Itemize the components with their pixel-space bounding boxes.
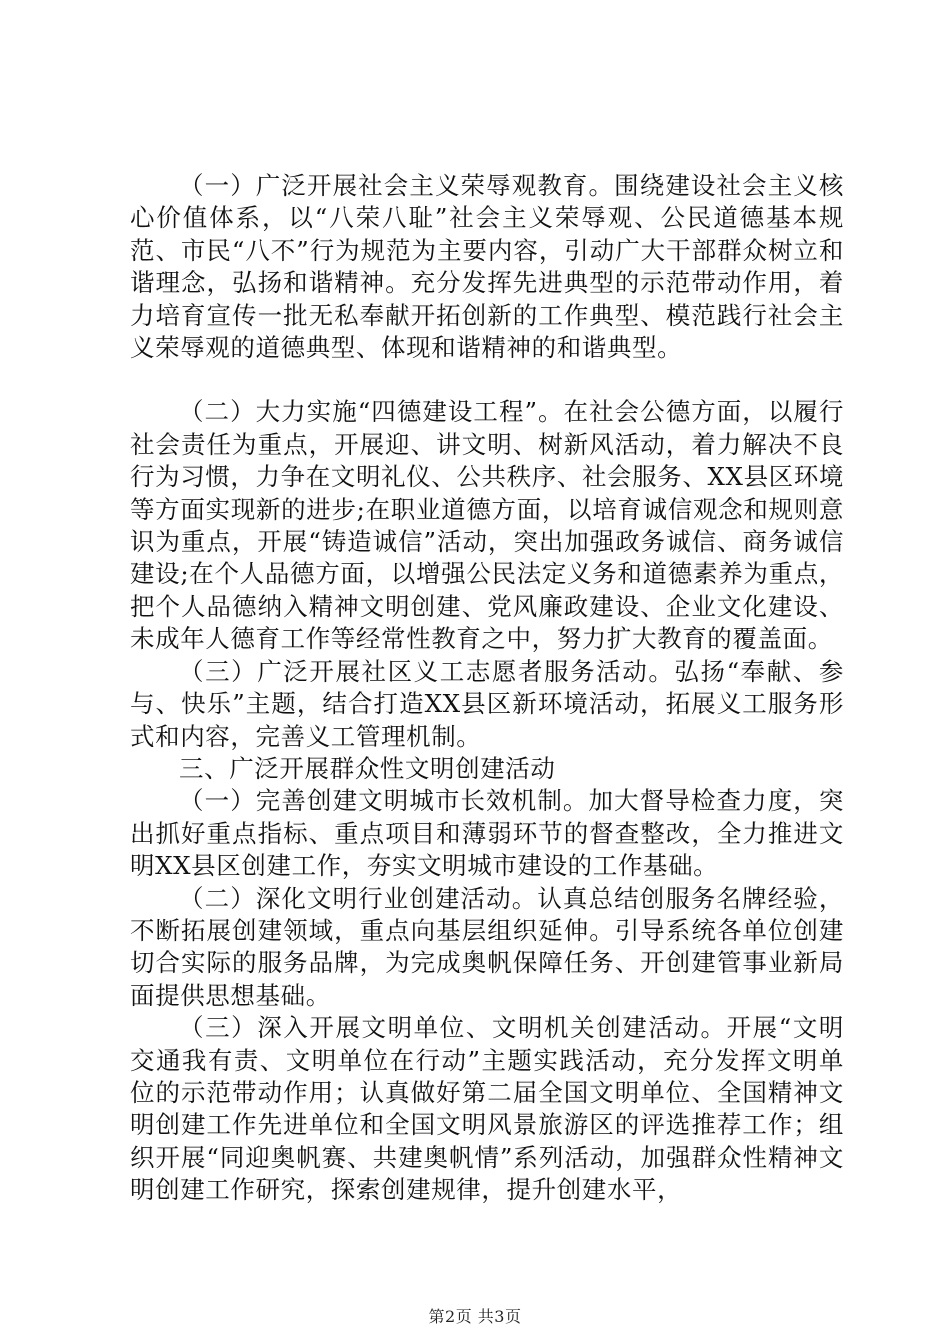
paragraph-civilized-units: （三）深入开展文明单位、文明机关创建活动。开展“文明交通我有责、文明单位在行动”主题实践活动，充分发挥文明单位的示范带动作用；认真做好第二届全国文明单位、全国精神文明创建工作先进单位和全国文明风景旅游区的评选推荐工作；组织开展“同迎奥帆赛、共建奥帆情”系列活动，加强群众性精神文明创建工作研究，探索创建规律，提升创建水平， [130, 1013, 844, 1205]
document-body [130, 170, 844, 1207]
section-heading: 三、广泛开展群众性文明创建活动 [179, 753, 556, 783]
page-footer: 第2页 共3页 [428, 1307, 522, 1326]
paragraph-gap [130, 364, 844, 396]
paragraph-honor-education: （一）广泛开展社会主义荣辱观教育。围绕建设社会主义核心价值体系，以“八荣八耻”社会主义荣辱观、公民道德基本规范、市民“八不”行为规范为主要内容，引动广大干部群众树立和谐理念，弘扬和谐精神。充分发挥先进典型的示范带动作用，着力培育宣传一批无私奉献开拓创新的工作典型、模范践行社会主义荣辱观的道德典型、体现和谐精神的和谐典型。 [130, 171, 844, 363]
paragraph-civilized-industry: （二）深化文明行业创建活动。认真总结创服务名牌经验，不断拓展创建领域，重点向基层组织延伸。引导系统各单位创建切合实际的服务品牌，为完成奥帆保障任务、开创建管事业新局面提供思想基础。 [130, 883, 844, 1010]
paragraph-civilized-city: （一）完善创建文明城市长效机制。加大督导检查力度，突出抓好重点指标、重点项目和薄弱环节的督查整改，全力推进文明XX县区创建工作，夯实文明城市建设的工作基础。 [130, 786, 844, 881]
paragraph-volunteer-service: （三）广泛开展社区义工志愿者服务活动。弘扬“奉献、参与、快乐”主题，结合打造XX县区新环境活动，拓展义工服务形式和内容，完善义工管理机制。 [130, 656, 844, 751]
paragraph-four-virtues: （二）大力实施“四德建设工程”。在社会公德方面，以履行社会责任为重点，开展迎、讲文明、树新风活动，着力解决不良行为习惯，力争在文明礼仪、公共秩序、社会服务、XX县区环境等方面实现新的进步;在职业道德方面，以培育诚信观念和规则意识为重点，开展“铸造诚信”活动，突出加强政务诚信、商务诚信建设;在个人品德方面，以增强公民法定义务和道德素养为重点，把个人品德纳入精神文明创建、党风廉政建设、企业文化建设、未成年人德育工作等经常性教育之中，努力扩大教育的覆盖面。 [130, 397, 844, 654]
